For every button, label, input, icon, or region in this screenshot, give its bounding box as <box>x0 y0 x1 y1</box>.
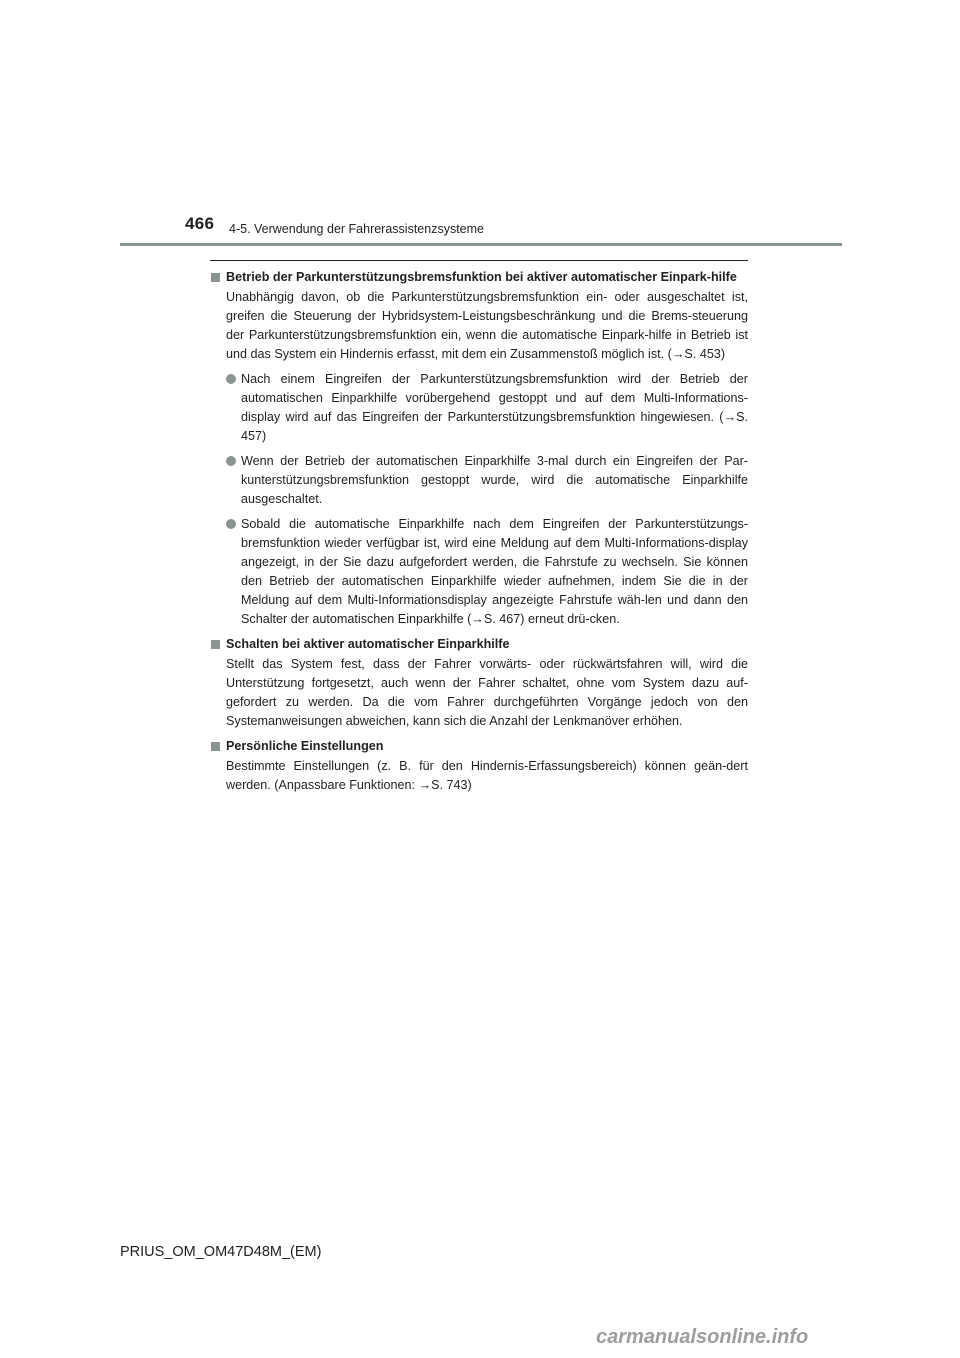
section-personal-settings <box>211 737 748 795</box>
content-rule <box>210 260 748 261</box>
document-code: PRIUS_OM_OM47D48M_(EM) <box>120 1244 322 1260</box>
list-item <box>211 515 748 629</box>
section-paragraph: Stellt das System fest, dass der Fahrer vorwärts- oder rückwärtsfahren will, wird die Unterstützung fortgesetzt, auch wenn der Fahrer schaltet, ohne vom System dazu auf-gefordert zu werden. Da die vom Fahrer durchgeführten Vorgänge jedoch von den Systemanweisungen abweichen, kann sich die Anzahl der Lenkmanöver erhöhen. <box>226 657 748 728</box>
list-item-text: Sobald die automatische Einparkhilfe nach dem Eingreifen der Parkunterstützungs-bremsfunktion wieder verfügbar ist, wird eine Meldung auf dem Multi-Informations-display angezeigt, in der Sie dazu aufgefordert werden, die Fahrstufe zu wechseln. Sie können den Betrieb der automatischen Einparkhilfe wieder aufnehmen, indem Sie die in der Meldung auf dem Multi-Informationsdisplay angezeigte Fahrstufe wäh-len und dann den Schalter der automatischen Einparkhilfe (→S. 467) erneut drü-cken. <box>241 517 748 626</box>
list-item <box>211 452 748 509</box>
list-item <box>211 370 748 446</box>
circle-bullet-icon <box>226 374 236 384</box>
page-content <box>211 268 748 801</box>
section-parking-brake <box>211 268 748 629</box>
chapter-title: 4-5. Verwendung der Fahrerassistenzsysteme <box>229 222 484 236</box>
section-heading <box>211 737 748 756</box>
square-bullet-icon <box>211 273 220 282</box>
list-item-text: Wenn der Betrieb der automatischen Einparkhilfe 3-mal durch ein Eingreifen der Par-kunterstützungsbremsfunktion gestoppt wurde, wird die automatische Einparkhilfe ausgeschaltet. <box>241 454 748 506</box>
square-bullet-icon <box>211 640 220 649</box>
section-heading <box>211 268 748 287</box>
list-item-text: Nach einem Eingreifen der Parkunterstützungsbremsfunktion wird der Betrieb der automatischen Einparkhilfe vorübergehend gestoppt und auf dem Multi-Informations-display wird auf das Eingreifen der Parkunterstützungsbremsfunktion hingewiesen. (→S. 457) <box>241 372 748 443</box>
section-shifting <box>211 635 748 731</box>
watermark: carmanualsonline.info <box>596 1326 809 1348</box>
section-heading <box>211 635 748 654</box>
section-paragraph: Bestimmte Einstellungen (z. B. für den Hindernis-Erfassungsbereich) können geän-dert werden. (Anpassbare Funktionen: →S. 743) <box>226 759 748 792</box>
section-heading-text: Betrieb der Parkunterstützungsbremsfunktion bei aktiver automatischer Einpark-hilfe <box>226 270 737 284</box>
section-paragraph: Unabhängig davon, ob die Parkunterstützungsbremsfunktion ein- oder ausgeschaltet ist, greifen die Steuerung der Hybridsystem-Leistungsbeschränkung und die Brems-steuerung der Parkunterstützungsbremsfunktion ein, wenn die automatische Einpark-hilfe in Betrieb ist und das System ein Hindernis erfasst, mit dem ein Zusammenstoß möglich ist. (→S. 453) <box>226 290 748 361</box>
circle-bullet-icon <box>226 519 236 529</box>
page-number: 466 <box>185 214 215 233</box>
circle-bullet-icon <box>226 456 236 466</box>
section-heading-text: Schalten bei aktiver automatischer Einparkhilfe <box>226 637 510 651</box>
section-heading-text: Persönliche Einstellungen <box>226 739 384 753</box>
header-rule <box>120 243 842 246</box>
square-bullet-icon <box>211 742 220 751</box>
